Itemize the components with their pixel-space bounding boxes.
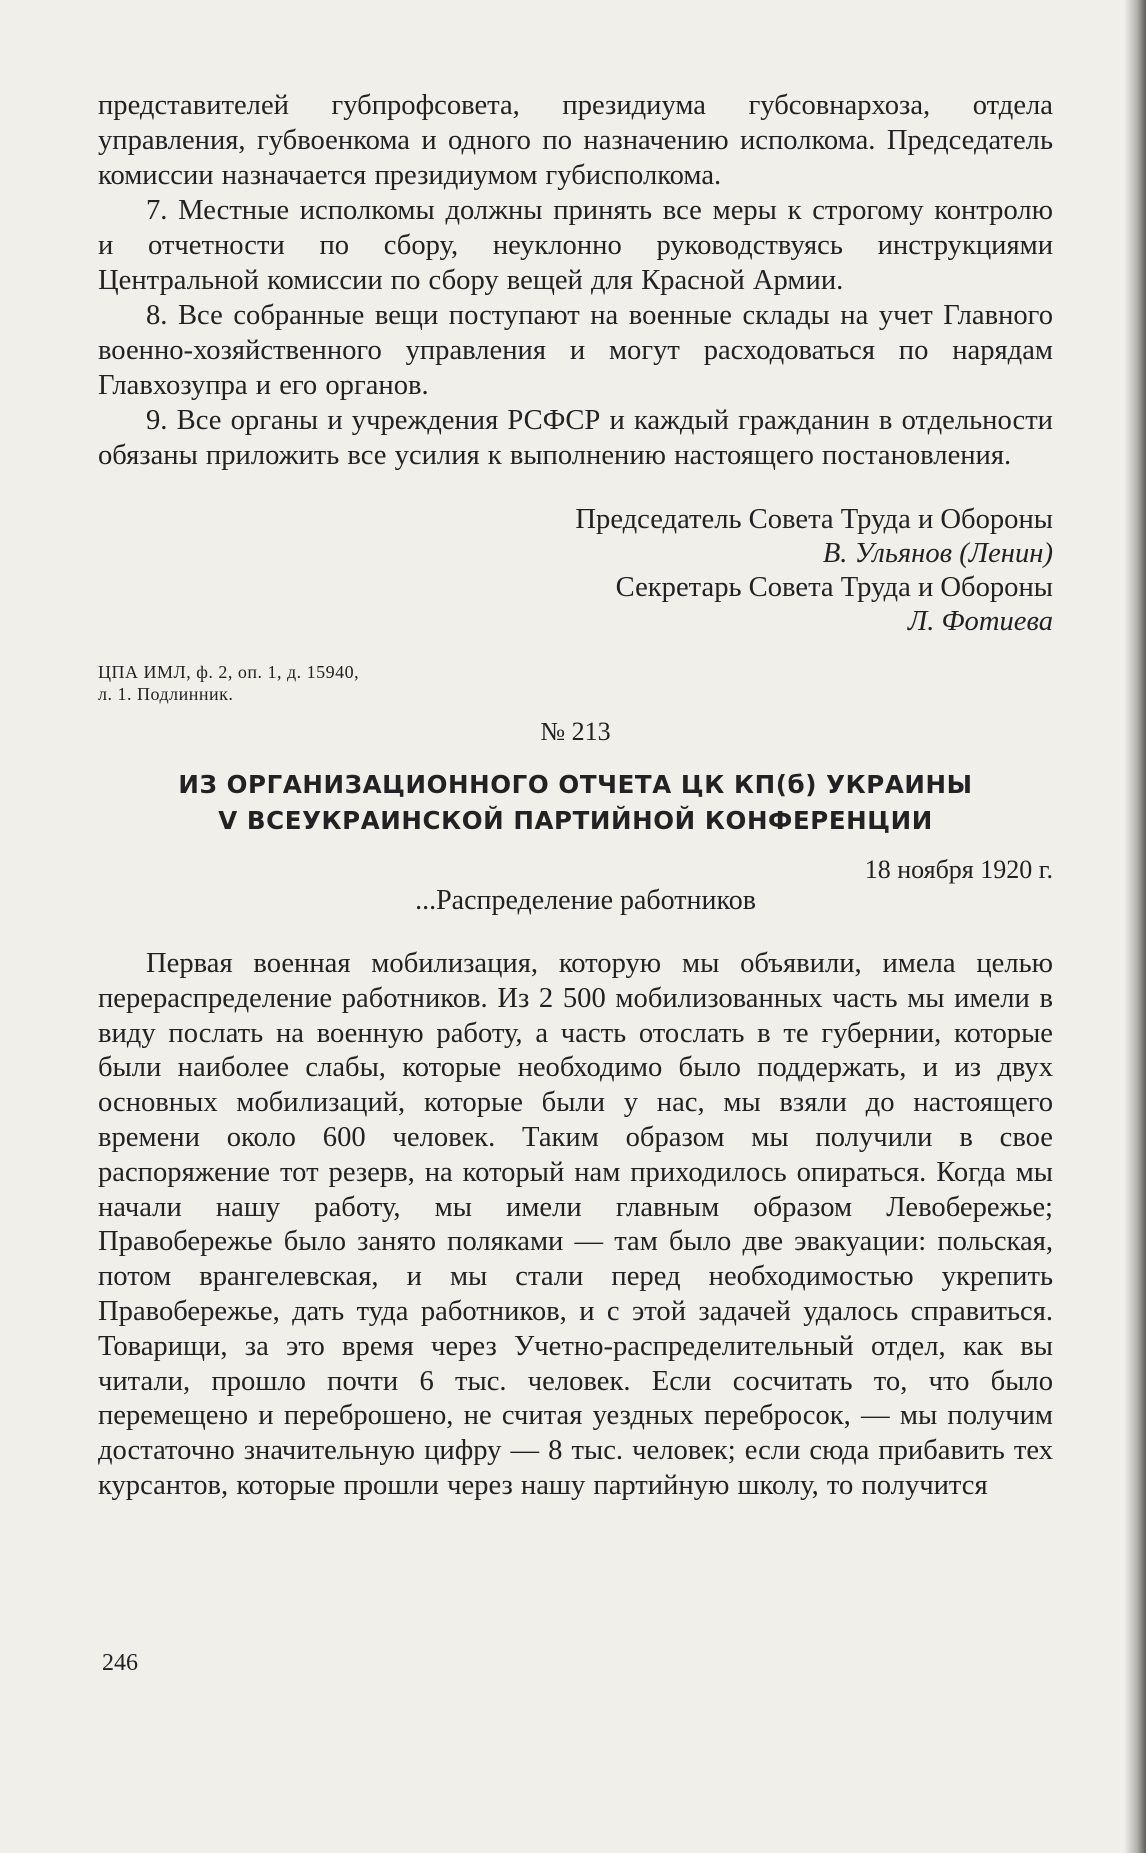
document-date: 18 ноября 1920 г.	[864, 855, 1053, 884]
document-number: № 213	[540, 717, 611, 746]
item-8: 8. Все собранные вещи поступают на военные склады на учет Главного военно-хозяйственного управления и могут расходоваться по нарядам Главхозупра и его органов.	[98, 300, 1053, 401]
body-paragraph: Первая военная мобилизация, которую мы объявили, имела целью перераспределение работников. Из 2 500 мобилизованных часть мы имели в виду послать на военную работу, а часть отослать в те губернии, которые были наиболее слабы, которые необходимо было поддержать, и из двух основных мобилизаций, которые были у нас, мы взяли до настоящего времени около 600 человек. Таким образом мы получили в свое распоряжение тот резерв, на который нам приходилось опираться. Когда мы начали нашу работу, мы имели главным образом Левобережье; Правобережье было занято поляками — там было две эвакуации: польская, потом врангелевская, и мы стали перед необходимостью укрепить Правобережье, дать туда работников, и с этой задачей удалось справиться. Товарищи, за это время через Учетно-распределительный отдел, как вы читали, прошло почти 6 тыс. человек. Если сосчитать то, что было перемещено и переброшено, не считая уездных перебросок, — мы получим достаточно значительную цифру — 8 тыс. человек; если сюда прибавить тех курсантов, которые прошли через нашу партийную школу, то получится	[98, 948, 1053, 1501]
archive-line-2: л. 1. Подлинник.	[98, 684, 234, 704]
archive-reference	[98, 661, 518, 705]
item-7: 7. Местные исполкомы должны принять все меры к строгому контролю и отчетности по сбору, неуклонно руководствуясь инструкциями Центральной комиссии по сбору вещей для Красной Армии.	[98, 195, 1053, 296]
continuation-paragraph: представителей губпрофсовета, президиума губсовнархоза, отдела управления, губвоенкома и одного по назначению исполкома. Председатель комиссии назначается президиумом губисполкома.	[98, 90, 1053, 191]
secretary-name: Л. Фотиева	[907, 606, 1053, 637]
document-body	[98, 947, 1053, 1504]
chair-title: Председатель Совета Труда и Обороны	[575, 504, 1053, 535]
chair-name: В. Ульянов (Ленин)	[822, 538, 1053, 569]
page-content	[98, 88, 1053, 1504]
page-number: 246	[102, 1650, 138, 1676]
signature-block	[98, 503, 1053, 639]
archive-line-1: ЦПА ИМЛ, ф. 2, оп. 1, д. 15940,	[98, 662, 360, 682]
secretary-title: Секретарь Совета Труда и Обороны	[615, 572, 1053, 603]
document-title-line-1: ИЗ ОРГАНИЗАЦИОННОГО ОТЧЕТА ЦК КП(б) УКРАИНЫ	[178, 770, 973, 799]
document-title	[98, 767, 1053, 839]
document-title-line-2: V ВСЕУКРАИНСКОЙ ПАРТИЙНОЙ КОНФЕРЕНЦИИ	[218, 806, 933, 835]
page-edge-shadow	[1124, 0, 1146, 1853]
section-heading: ...Распределение работников	[415, 885, 756, 916]
item-9: 9. Все органы и учреждения РСФСР и каждый гражданин в отдельности обязаны приложить все усилия к выполнению настоящего постановления.	[98, 405, 1053, 471]
